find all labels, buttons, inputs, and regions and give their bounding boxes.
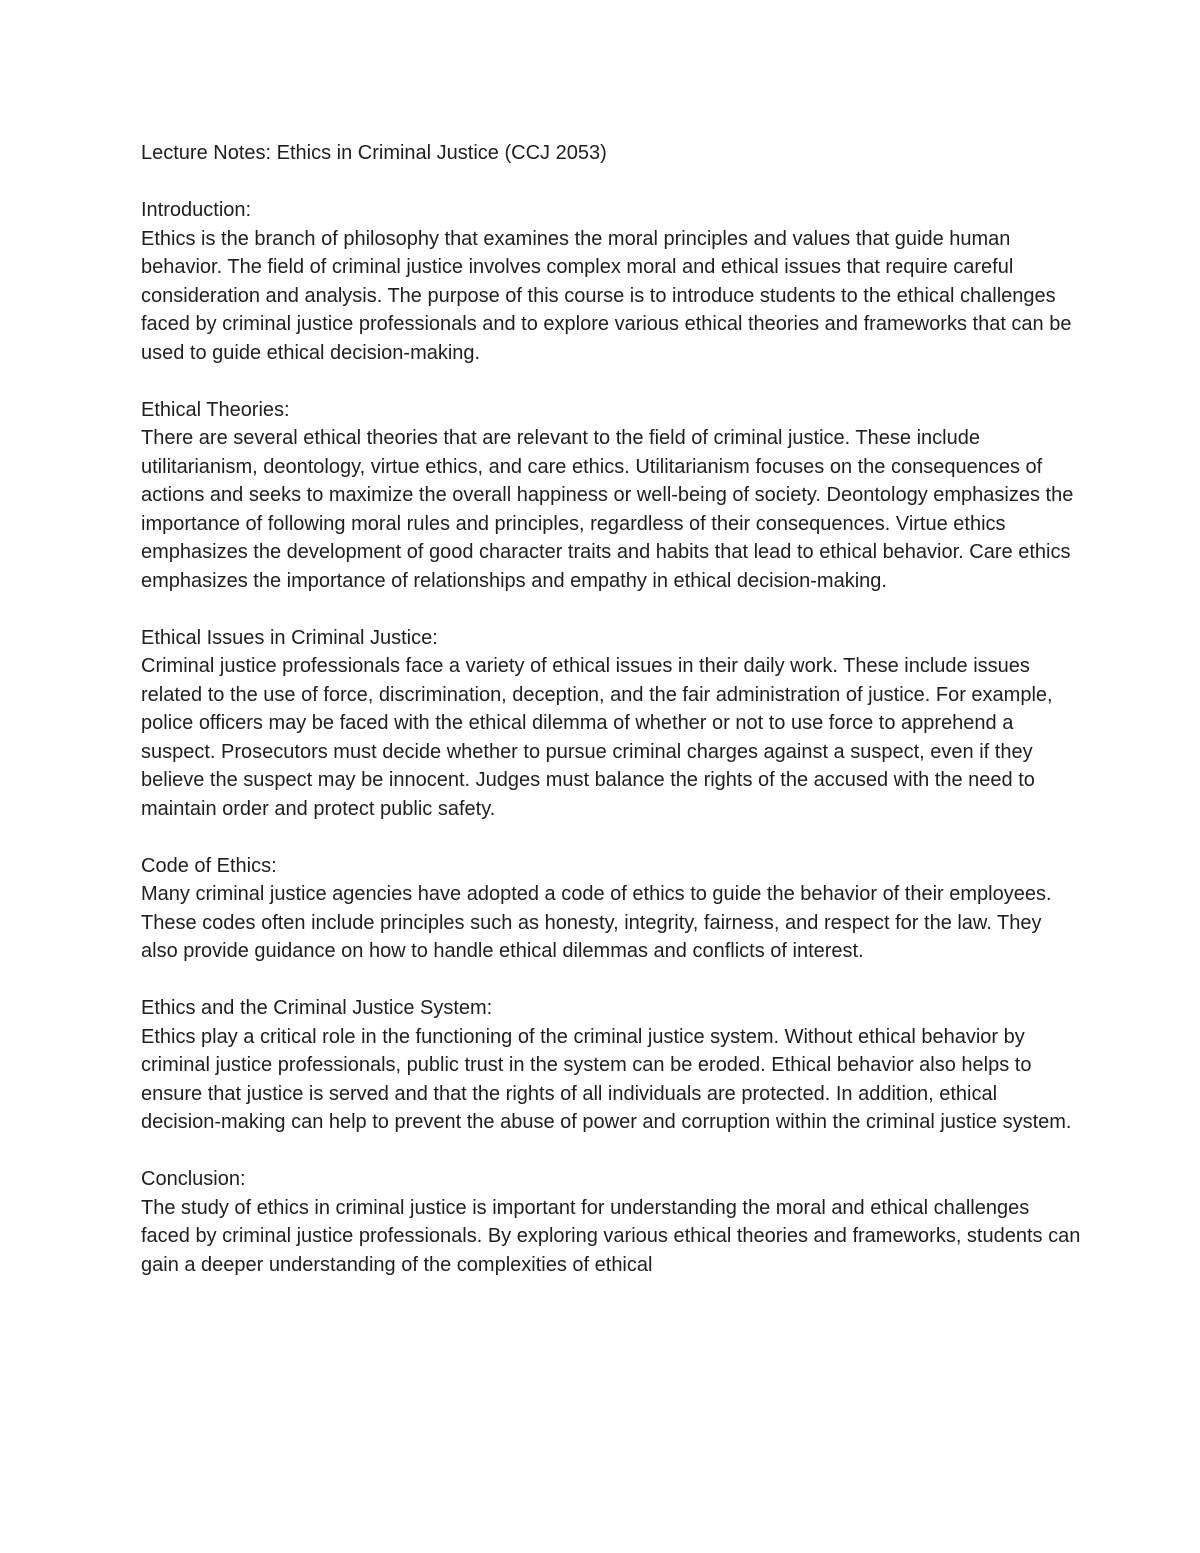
- section-heading: Conclusion:: [141, 1168, 246, 1190]
- section-body: The study of ethics in criminal justice is important for understanding the moral and ethical challenges faced by criminal justice professionals. By exploring various ethical theories and frameworks, students can gain a deeper understanding of the complexities of ethical: [141, 1196, 1081, 1276]
- section-ethics-and-system: [141, 994, 1081, 1137]
- section-heading: Introduction:: [141, 199, 252, 221]
- section-introduction: [141, 196, 1081, 367]
- section-code-of-ethics: [141, 852, 1081, 966]
- section-heading: Ethical Issues in Criminal Justice:: [141, 626, 438, 649]
- section-conclusion: [141, 1165, 1081, 1279]
- section-body: There are several ethical theories that are relevant to the field of criminal justice. These include utilitarianism, deontology, virtue ethics, and care ethics. Utilitarianism focuses on the consequences of actions and seeks to maximize the overall happiness or well-being of society. Deontology emphasizes the importance of following moral rules and principles, regardless of their consequences. Virtue ethics emphasizes the development of good character traits and habits that lead to ethical behavior. Care ethics emphasizes the importance of relationships and empathy in ethical decision-making.: [141, 427, 1074, 592]
- section-body: Criminal justice professionals face a variety of ethical issues in their daily work. These include issues related to the use of force, discrimination, deception, and the fair administration of justice. For example, police officers may be faced with the ethical dilemma of whether or not to use force to apprehend a suspect. Prosecutors must decide whether to pursue criminal charges against a suspect, even if they believe the suspect may be innocent. Judges must balance the rights of the accused with the need to maintain order and protect public safety.: [141, 655, 1053, 820]
- section-ethical-theories: [141, 396, 1081, 596]
- document-content: [141, 139, 1081, 1308]
- section-body: Ethics play a critical role in the functioning of the criminal justice system. Without ethical behavior by criminal justice professionals, public trust in the system can be eroded. Ethical behavior also helps to ensure that justice is served and that the rights of all individuals are protected. In addition, ethical decision-making can help to prevent the abuse of power and corruption within the criminal justice system.: [141, 1025, 1072, 1133]
- document-title: Lecture Notes: Ethics in Criminal Justice (CCJ 2053): [141, 142, 607, 164]
- section-body: Many criminal justice agencies have adopted a code of ethics to guide the behavior of their employees. These codes often include principles such as honesty, integrity, fairness, and respect for the law. They also provide guidance on how to handle ethical dilemmas and conflicts of interest.: [141, 883, 1052, 962]
- section-body: Ethics is the branch of philosophy that examines the moral principles and values that guide human behavior. The field of criminal justice involves complex moral and ethical issues that require careful consideration and analysis. The purpose of this course is to introduce students to the ethical challenges faced by criminal justice professionals and to explore various ethical theories and frameworks that can be used to guide ethical decision-making.: [141, 227, 1072, 364]
- section-ethical-issues: [141, 624, 1081, 824]
- section-heading: Ethical Theories:: [141, 398, 290, 421]
- section-heading: Code of Ethics:: [141, 854, 277, 877]
- section-heading: Ethics and the Criminal Justice System:: [141, 997, 493, 1019]
